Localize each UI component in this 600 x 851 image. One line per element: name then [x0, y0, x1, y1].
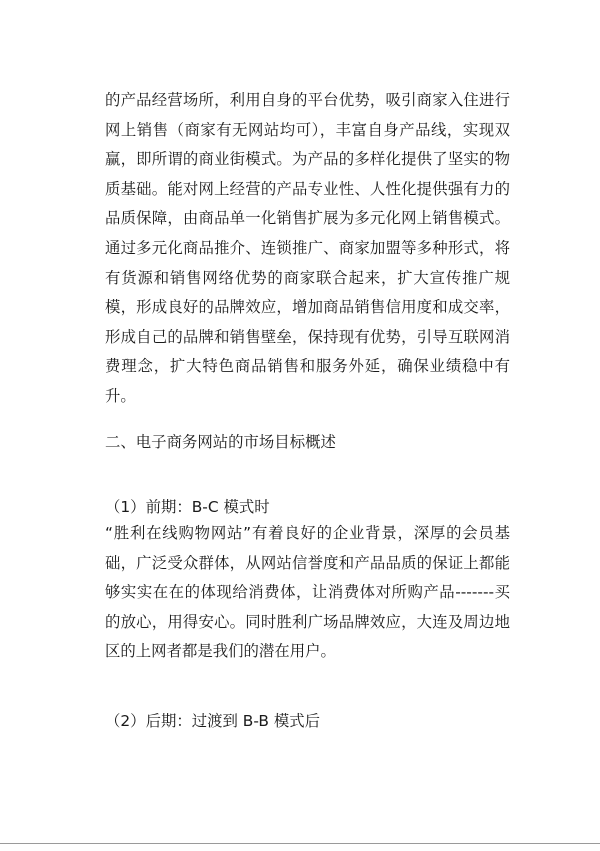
subheading-early-stage: （1）前期：B-C 模式时: [105, 498, 270, 516]
body-paragraph: 的产品经营场所，利用自身的平台优势，吸引商家入住进行网上销售（商家有无网站均可），丰富自身产品线，实现双赢，即所谓的商业街模式。为产品的多样化提供了坚实的物质基础。能对网上经营的产品专业性、人性化提供强有力的品质保障，由商品单一化销售扩展为多元化网上销售模式。通过多元化商品推介、连锁推广、商家加盟等多种形式，将有货源和销售网络优势的商家联合起来，扩大宣传推广规模，形成良好的品牌效应，增加商品销售信用度和成交率，形成自己的品牌和销售壁垒，保持现有优势，引导互联网消费理念，扩大特色商品销售和服务外延，确保业绩稳中有升。: [105, 91, 510, 405]
body-paragraph-early-stage: “胜利在线购物网站”有着良好的企业背景，深厚的会员基础，广泛受众群体，从网站信誉度和产品品质的保证上都能够实实在在的体现给消费体，让消费体对所购产品-------买的放心，用得安心。同时胜利广场品牌效应，大连及周边地区的上网者都是我们的潜在用户。: [105, 524, 510, 661]
subheading-late-stage: （2）后期：过渡到 B-B 模式后: [105, 712, 320, 730]
page-bottom-divider: [0, 843, 600, 844]
section-heading: 二、电子商务网站的市场目标概述: [105, 433, 336, 451]
